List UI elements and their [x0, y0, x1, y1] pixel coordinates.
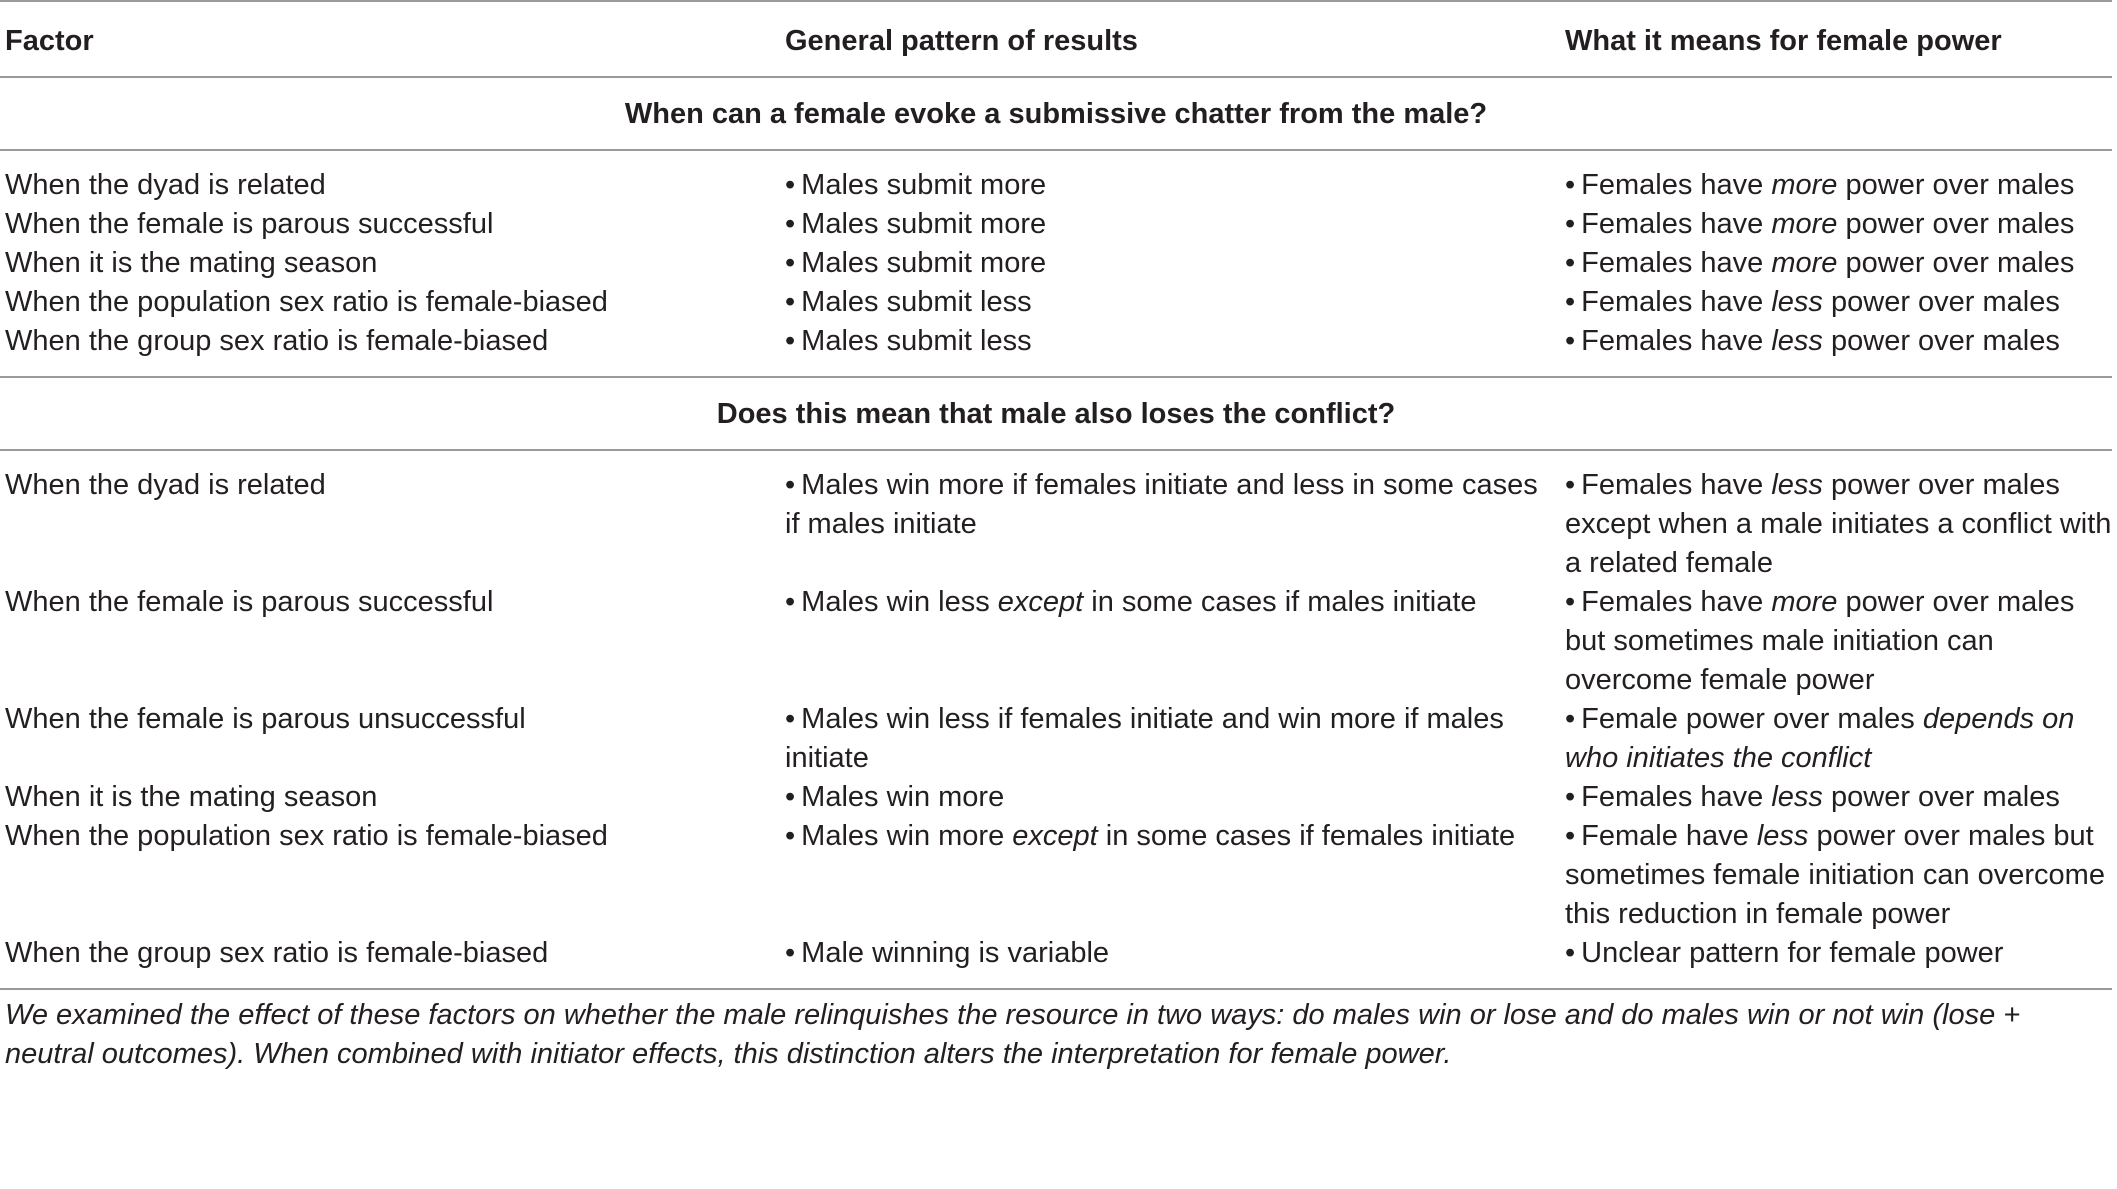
- bullet-text: [1565, 781, 2060, 813]
- bullet-text: [785, 286, 1032, 318]
- header-meaning: What it means for female power: [1560, 2, 2112, 77]
- text-segment: Female power over males: [1581, 703, 1923, 735]
- text-segment: power over males except when a male initiates a conflict with a related female: [1565, 469, 2112, 579]
- text-segment: in some cases if males initiate: [1083, 586, 1477, 618]
- table-row: [0, 322, 2112, 377]
- pattern-cell: [780, 934, 1560, 989]
- meaning-cell: [1560, 283, 2112, 322]
- pattern-cell: [780, 778, 1560, 817]
- factor-cell: When the group sex ratio is female-biased: [0, 934, 780, 989]
- emphasis-text: more: [1771, 586, 1838, 618]
- emphasis-text: less: [1756, 820, 1809, 852]
- pattern-cell: [780, 700, 1560, 778]
- meaning-cell: [1560, 934, 2112, 989]
- bullet-text: [1565, 703, 2074, 774]
- pattern-cell: [780, 150, 1560, 205]
- bullet-text: [785, 325, 1032, 357]
- bullet-text: [785, 586, 1477, 618]
- section-header-row: [0, 77, 2112, 150]
- text-segment: power over males but sometimes female initiation can overcome this reduction in female power: [1565, 820, 2105, 930]
- text-segment: power over males: [1822, 325, 2060, 357]
- text-segment: Female have: [1581, 820, 1757, 852]
- emphasis-text: more: [1771, 169, 1838, 201]
- table-body: [0, 77, 2112, 989]
- emphasis-text: less: [1771, 286, 1823, 318]
- bullet-text: [785, 208, 1046, 240]
- pattern-cell: [780, 283, 1560, 322]
- text-segment: power over males: [1822, 286, 2060, 318]
- header-row: [0, 2, 2112, 77]
- meaning-cell: [1560, 583, 2112, 700]
- text-segment: Females have: [1581, 781, 1772, 813]
- table-row: [0, 700, 2112, 778]
- bullet-text: [785, 703, 1504, 774]
- emphasis-text: more: [1771, 247, 1838, 279]
- pattern-cell: [780, 450, 1560, 583]
- bullet-text: [1565, 208, 2074, 240]
- text-segment: Males win less if females initiate and win more if males initiate: [785, 703, 1504, 774]
- bullet-text: [1565, 820, 2105, 930]
- emphasis-text: more: [1771, 208, 1838, 240]
- bullet-text: [1565, 937, 2003, 969]
- factor-cell: When the dyad is related: [5, 469, 326, 501]
- bullet-text: [785, 469, 1538, 540]
- bullet-text: [785, 781, 1004, 813]
- bullet-text: [785, 169, 1046, 201]
- table-row: [0, 150, 2112, 205]
- text-segment: Males submit more: [801, 247, 1047, 279]
- meaning-cell: [1560, 150, 2112, 205]
- table-row: [0, 778, 2112, 817]
- emphasis-text: except: [1012, 820, 1098, 852]
- factor-cell: When the group sex ratio is female-biased: [0, 322, 780, 377]
- factor-cell: When the female is parous unsuccessful: [5, 703, 526, 735]
- emphasis-text: except: [997, 586, 1084, 618]
- text-segment: Males win more if females initiate and less in some cases if males initiate: [785, 469, 1538, 540]
- meaning-cell: [1560, 700, 2112, 778]
- text-segment: Males submit less: [801, 286, 1032, 318]
- table-row: [0, 583, 2112, 700]
- pattern-cell: [780, 244, 1560, 283]
- bullet-text: [785, 820, 1515, 852]
- meaning-cell: [1560, 778, 2112, 817]
- text-segment: Females have: [1581, 169, 1772, 201]
- bullet-text: [1565, 169, 2074, 201]
- section-title: When can a female evoke a submissive chatter from the male?: [0, 77, 2112, 150]
- text-segment: Females have: [1581, 247, 1772, 279]
- bullet-text: [1565, 286, 2060, 318]
- header-pattern: General pattern of results: [780, 2, 1560, 77]
- bullet-text: [785, 247, 1046, 279]
- bullet-text: [1565, 247, 2074, 279]
- text-segment: power over males: [1837, 169, 2075, 201]
- section-header-row: [0, 377, 2112, 450]
- text-segment: Males win more: [801, 781, 1005, 813]
- meaning-cell: [1560, 244, 2112, 283]
- text-segment: Males win more: [801, 820, 1013, 852]
- bullet-text: [1565, 586, 2074, 696]
- pattern-cell: [780, 205, 1560, 244]
- pattern-cell: [780, 322, 1560, 377]
- text-segment: Males submit more: [801, 208, 1047, 240]
- text-segment: Females have: [1581, 325, 1772, 357]
- meaning-cell: [1560, 450, 2112, 583]
- factor-cell: When it is the mating season: [5, 247, 378, 279]
- text-segment: Males submit less: [801, 325, 1032, 357]
- factor-cell: When the population sex ratio is female-biased: [5, 286, 608, 318]
- text-segment: power over males: [1837, 247, 2075, 279]
- emphasis-text: less: [1771, 781, 1823, 813]
- text-segment: in some cases if females initiate: [1097, 820, 1516, 852]
- section-title: Does this mean that male also loses the conflict?: [0, 377, 2112, 450]
- emphasis-text: depends on who initiates the conflict: [1565, 703, 2075, 774]
- pattern-cell: [780, 583, 1560, 700]
- pattern-cell: [780, 817, 1560, 934]
- text-segment: Unclear pattern for female power: [1581, 937, 2004, 969]
- bullet-text: [1565, 469, 2111, 579]
- text-segment: power over males: [1822, 781, 2060, 813]
- text-segment: Females have: [1581, 286, 1772, 318]
- table-footnote: We examined the effect of these factors on whether the male relinquishes the resource in two ways: do males win or lose and do males win or not win (lose + neutral outcomes). When combined with initiator effects, this distinction alters the interpretation for female power.: [5, 999, 2021, 1070]
- factor-cell: When the population sex ratio is female-biased: [5, 820, 608, 852]
- header-factor: Factor: [0, 2, 780, 77]
- text-segment: Females have: [1581, 469, 1772, 501]
- emphasis-text: less: [1771, 469, 1823, 501]
- meaning-cell: [1560, 205, 2112, 244]
- table-row: [0, 205, 2112, 244]
- text-segment: power over males: [1837, 208, 2075, 240]
- factor-cell: When the female is parous successful: [5, 208, 494, 240]
- text-segment: Females have: [1581, 586, 1772, 618]
- table-row: [0, 934, 2112, 989]
- text-segment: Females have: [1581, 208, 1772, 240]
- text-segment: Males submit more: [801, 169, 1047, 201]
- factor-cell: When the dyad is related: [5, 169, 326, 201]
- text-segment: power over males but sometimes male initiation can overcome female power: [1565, 586, 2075, 696]
- bullet-text: [785, 937, 1109, 969]
- emphasis-text: less: [1771, 325, 1823, 357]
- text-segment: Males win less: [801, 586, 998, 618]
- table-row: [0, 817, 2112, 934]
- factor-cell: When the female is parous successful: [5, 586, 494, 618]
- table-row: [0, 283, 2112, 322]
- meaning-cell: [1560, 322, 2112, 377]
- factor-cell: When it is the mating season: [5, 781, 378, 813]
- meaning-cell: [1560, 817, 2112, 934]
- table-row: [0, 244, 2112, 283]
- text-segment: Male winning is variable: [801, 937, 1110, 969]
- bullet-text: [1565, 325, 2060, 357]
- table-row: [0, 450, 2112, 583]
